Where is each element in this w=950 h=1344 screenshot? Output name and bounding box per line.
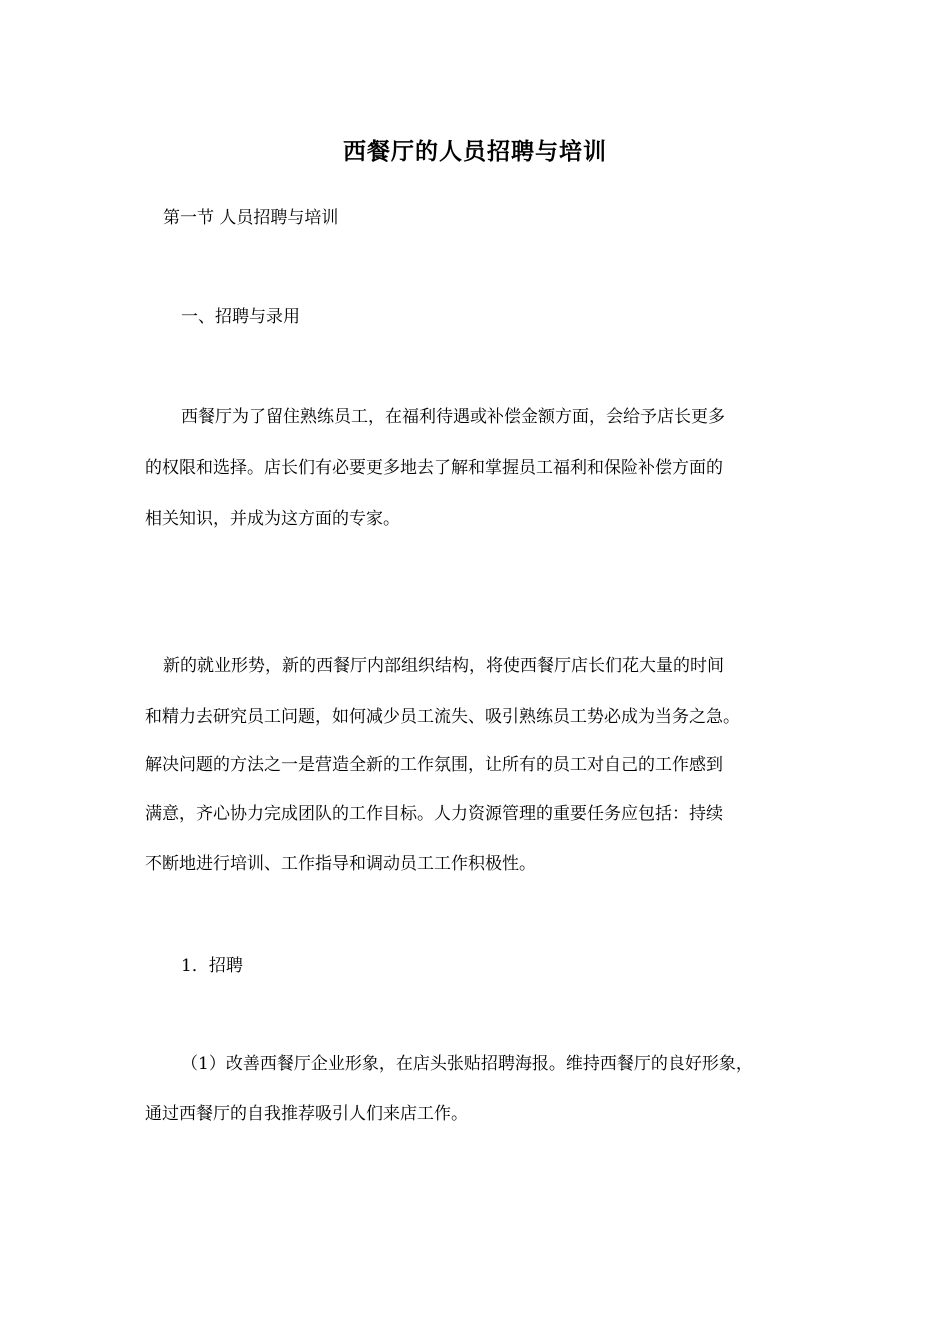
paragraph-line: 新的就业形势，新的西餐厅内部组织结构，将使西餐厅店长们花大量的时间 bbox=[163, 656, 724, 676]
paragraph-line: 西餐厅为了留住熟练员工，在福利待遇或补偿金额方面，会给予店长更多 bbox=[181, 407, 725, 427]
paragraph-line: 不断地进行培训、工作指导和调动员工工作积极性。 bbox=[145, 854, 536, 874]
subheading-recruitment: 1．招聘 bbox=[181, 956, 243, 976]
paragraph-line: （1）改善西餐厅企业形象，在店头张贴招聘海报。维持西餐厅的良好形象， bbox=[181, 1054, 753, 1074]
paragraph-line: 满意，齐心协力完成团队的工作目标。人力资源管理的重要任务应包括：持续 bbox=[145, 804, 723, 824]
paragraph-line: 解决问题的方法之一是营造全新的工作氛围，让所有的员工对自己的工作感到 bbox=[145, 755, 723, 775]
paragraph-line: 相关知识，并成为这方面的专家。 bbox=[145, 509, 400, 529]
paragraph-line: 的权限和选择。店长们有必要更多地去了解和掌握员工福利和保险补偿方面的 bbox=[145, 458, 723, 478]
document-title: 西餐厅的人员招聘与培训 bbox=[343, 138, 607, 165]
section-heading: 第一节 人员招聘与培训 bbox=[163, 208, 339, 228]
paragraph-line: 和精力去研究员工问题，如何减少员工流失、吸引熟练员工势必成为当务之急。 bbox=[145, 707, 740, 727]
subheading-recruitment-and-hiring: 一、招聘与录用 bbox=[181, 307, 300, 327]
paragraph-line: 通过西餐厅的自我推荐吸引人们来店工作。 bbox=[145, 1104, 468, 1124]
